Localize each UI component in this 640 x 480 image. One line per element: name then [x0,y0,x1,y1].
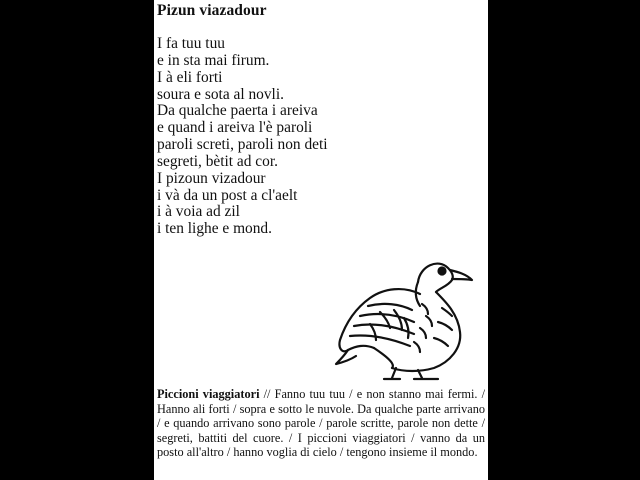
poem-line: e quand i areiva l'è paroli [157,119,313,137]
poem-stanza [157,36,328,238]
italian-translation [157,387,485,460]
poem-line: paroli screti, paroli non deti [157,136,328,154]
poem-line: i à voia ad zil [157,203,240,221]
poem-line: i và da un post a cl'aelt [157,186,298,204]
poem-line: e in sta mai firum. [157,51,270,69]
translation-title: Piccioni viaggiatori [157,387,260,401]
poem-line: I fa tuu tuu [157,35,225,52]
poem-title: Pizun viazadour [157,2,267,19]
poem-page [154,0,488,480]
poem-line: I pizoun vizadour [157,169,266,187]
poem-line: segreti, bètit ad cor. [157,152,278,170]
poem-line: Da qualche paerta i areiva [157,102,318,120]
poem-line: i ten lighe e mond. [157,220,272,238]
poem-line: I à eli forti [157,68,223,86]
poem-line: soura e sota al novli. [157,85,284,103]
pigeon-drawing-icon [334,252,484,382]
translation-text: // Fanno tuu tuu / e non stanno mai fermi. / Hanno ali forti / sopra e sotto le nuvole. Da qualche parte arrivano / e quando arrivano sono parole / parole scritte, parole non dette / segreti, battiti del cuore. / I piccioni viaggiatori / vanno da un posto all'altro / hanno voglia di cielo / tengono insieme il mondo. [157,387,485,460]
